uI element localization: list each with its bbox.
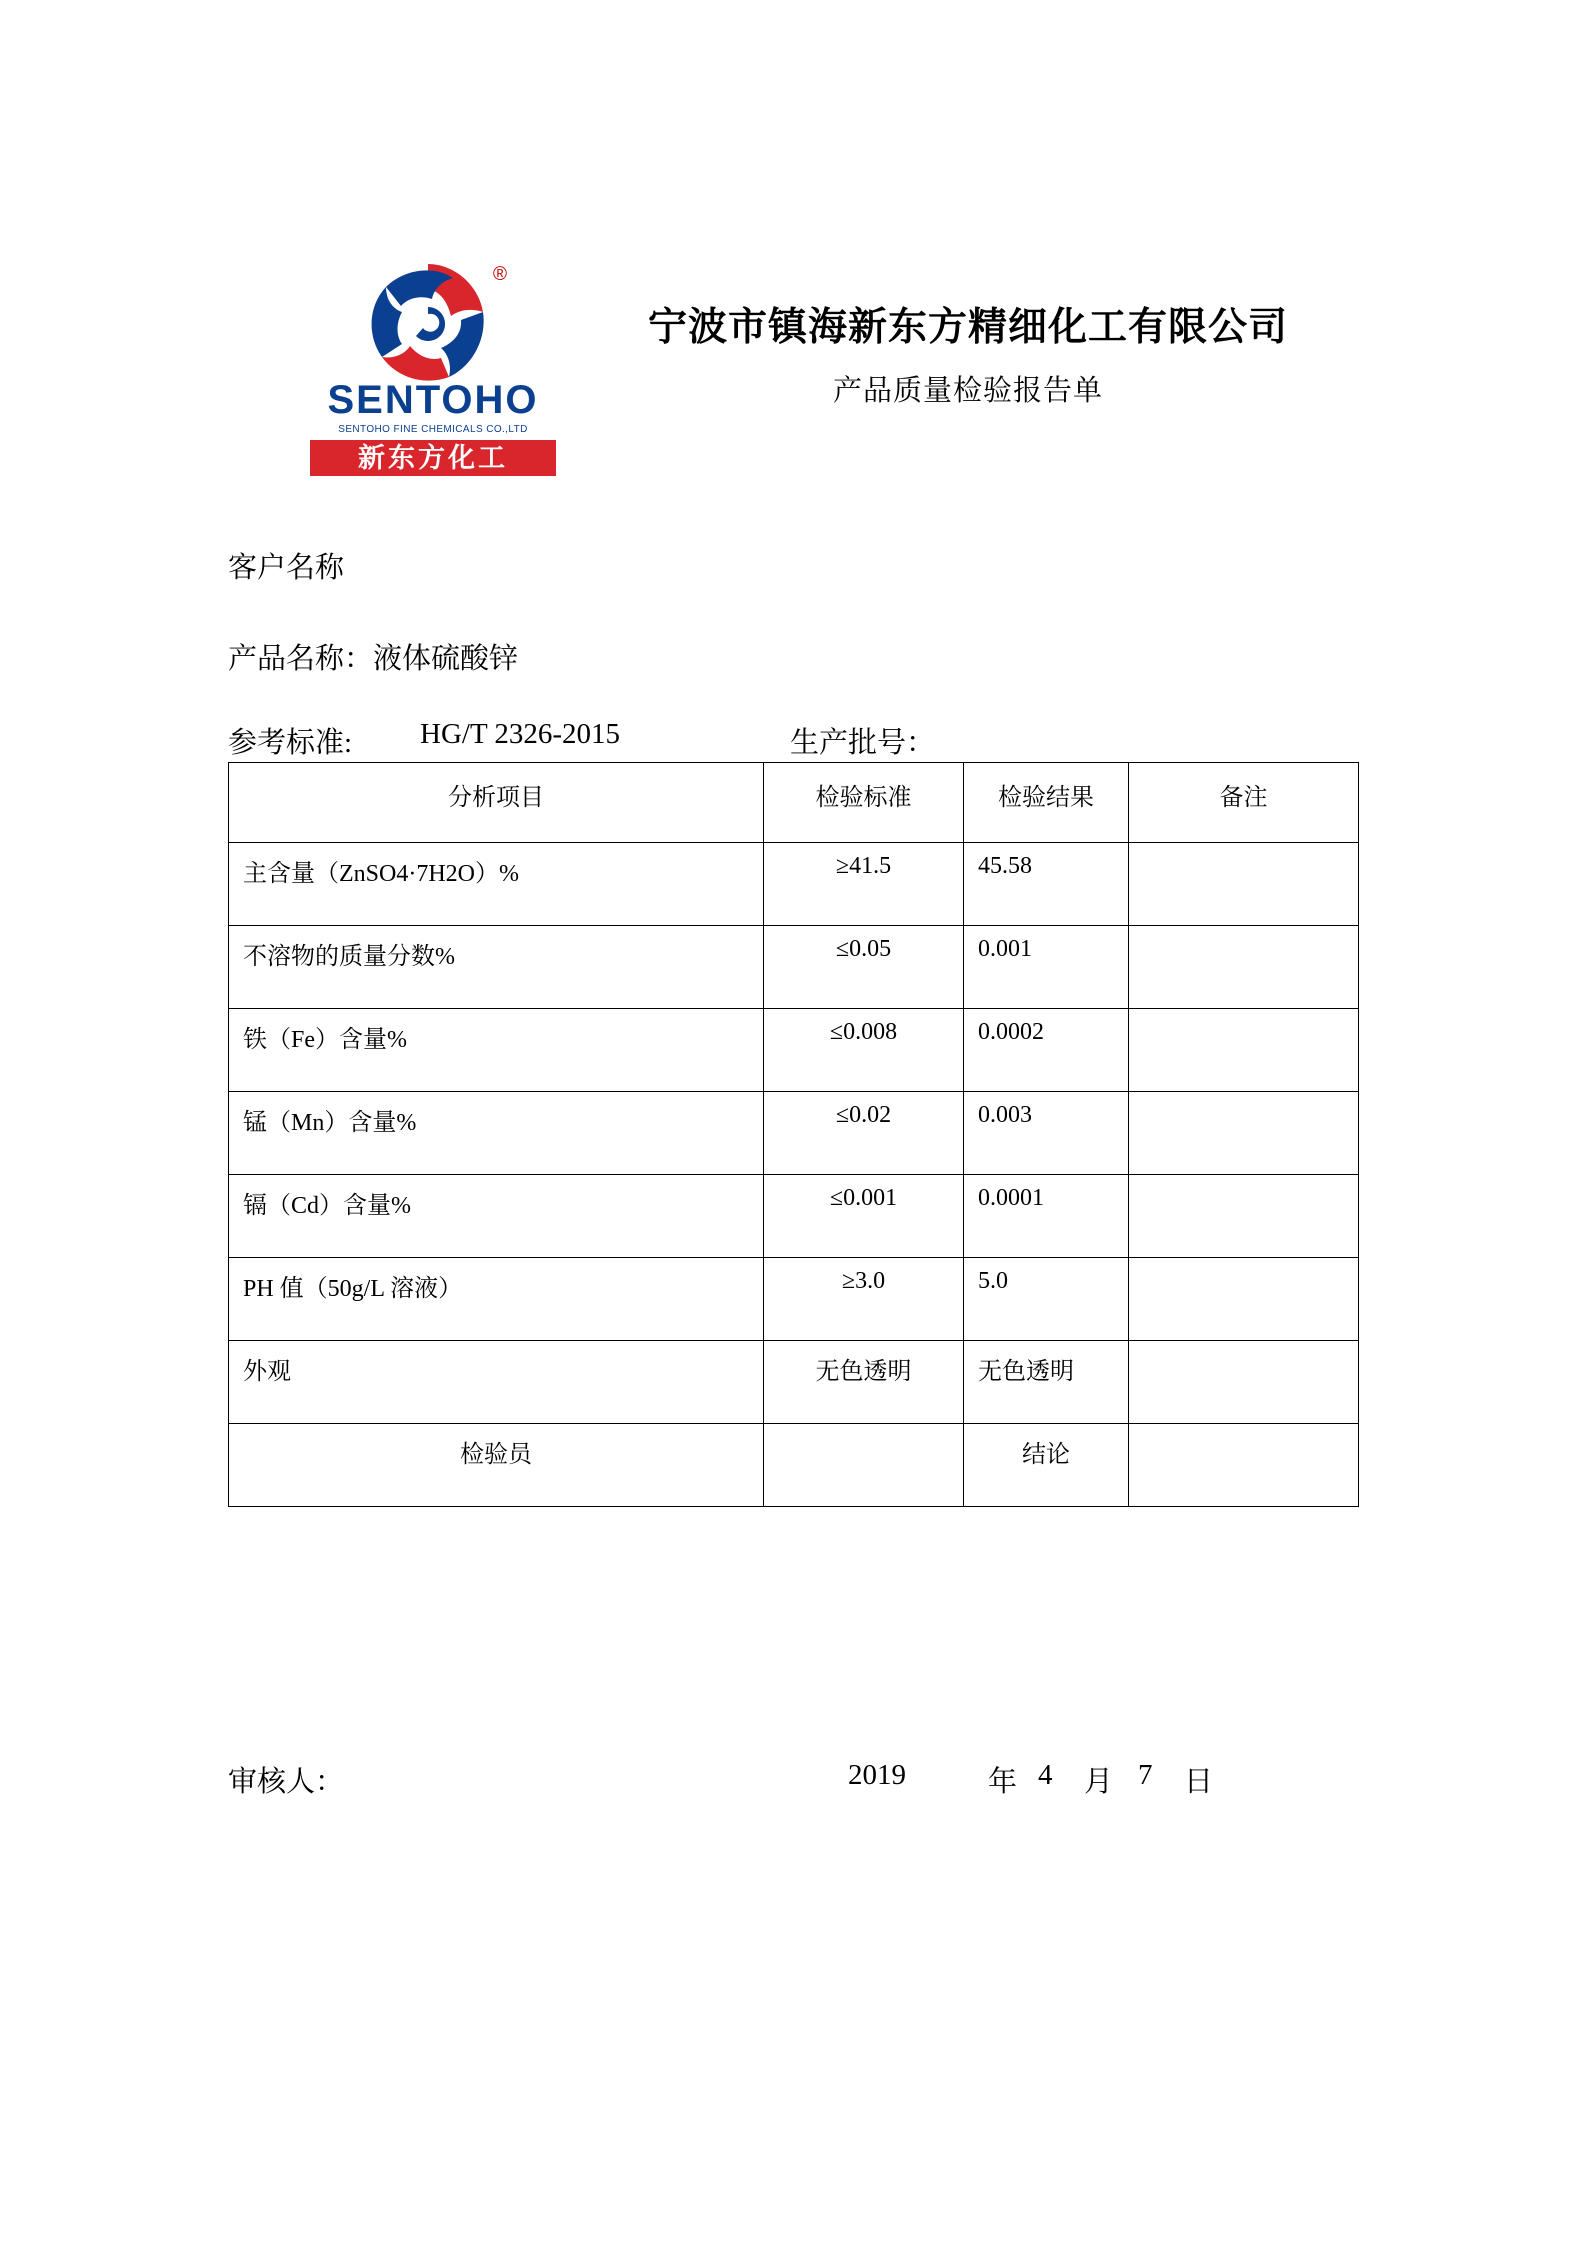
table-footer-row — [229, 1424, 1359, 1507]
header-analysis-item: 分析项目 — [229, 763, 764, 843]
cell-result: 0.003 — [964, 1092, 1129, 1175]
cell-result: 45.58 — [964, 843, 1129, 926]
product-name-label: 产品名称： — [228, 643, 374, 675]
cell-standard: ≤0.001 — [764, 1175, 964, 1258]
table-header-row — [229, 763, 1359, 843]
table-row — [229, 1341, 1359, 1424]
cell-standard: ≤0.008 — [764, 1009, 964, 1092]
cell-remark — [1129, 1092, 1359, 1175]
inspector-value[interactable] — [764, 1424, 964, 1507]
cell-result: 5.0 — [964, 1258, 1129, 1341]
table-row — [229, 926, 1359, 1009]
cell-standard: ≤0.02 — [764, 1092, 964, 1175]
reviewer-label: 审核人： — [228, 1766, 345, 1798]
table-row — [229, 843, 1359, 926]
product-name-row — [228, 636, 518, 677]
company-logo — [288, 258, 578, 473]
table-row — [229, 1175, 1359, 1258]
cell-remark — [1129, 1341, 1359, 1424]
registered-trademark-icon: ® — [493, 264, 507, 285]
table-row — [229, 1258, 1359, 1341]
cell-remark — [1129, 926, 1359, 1009]
cell-standard: ≥41.5 — [764, 843, 964, 926]
date-year: 2019 — [848, 1759, 906, 1791]
cell-item: 不溶物的质量分数% — [229, 926, 764, 1009]
date-month: 4 — [1038, 1759, 1053, 1791]
company-title: 宁波市镇海新东方精细化工有限公司 — [647, 306, 1288, 349]
cell-standard: ≥3.0 — [764, 1258, 964, 1341]
logo-wordmark: SENTOHO — [327, 378, 539, 422]
date-day: 7 — [1138, 1759, 1153, 1791]
header-remark: 备注 — [1129, 763, 1359, 843]
date-day-unit: 日 — [1184, 1766, 1214, 1798]
customer-name-label: 客户名称 — [228, 552, 345, 584]
cell-remark — [1129, 843, 1359, 926]
table-row — [229, 1092, 1359, 1175]
header-inspection-result: 检验结果 — [964, 763, 1129, 843]
cell-result: 0.001 — [964, 926, 1129, 1009]
cell-item: 镉（Cd）含量% — [229, 1175, 764, 1258]
inspection-table — [228, 762, 1359, 1507]
cell-standard: 无色透明 — [764, 1341, 964, 1424]
logo-subtext: SENTOHO FINE CHEMICALS CO.,LTD — [338, 424, 528, 435]
date-month-unit: 月 — [1084, 1766, 1114, 1798]
cell-result: 无色透明 — [964, 1341, 1129, 1424]
cell-item: PH 值（50g/L 溶液） — [229, 1258, 764, 1341]
conclusion-value[interactable] — [1129, 1424, 1359, 1507]
cell-remark — [1129, 1009, 1359, 1092]
reference-standard-label: 参考标准: — [228, 727, 353, 759]
cell-result: 0.0002 — [964, 1009, 1129, 1092]
document-header — [228, 258, 1388, 473]
cell-remark — [1129, 1258, 1359, 1341]
logo-chinese-name: 新东方化工 — [310, 440, 556, 476]
cell-remark — [1129, 1175, 1359, 1258]
table-row — [229, 1009, 1359, 1092]
logo-chinese-banner — [310, 440, 556, 476]
reference-standard-value: HG/T 2326-2015 — [420, 718, 621, 750]
cell-standard: ≤0.05 — [764, 926, 964, 1009]
header-inspection-standard: 检验标准 — [764, 763, 964, 843]
batch-number-label: 生产批号： — [790, 727, 936, 759]
cell-item: 铁（Fe）含量% — [229, 1009, 764, 1092]
cell-result: 0.0001 — [964, 1175, 1129, 1258]
date-year-unit: 年 — [988, 1766, 1018, 1798]
conclusion-label: 结论 — [964, 1424, 1129, 1507]
product-name-value: 液体硫酸锌 — [373, 643, 519, 675]
cell-item: 锰（Mn）含量% — [229, 1092, 764, 1175]
signature-date-row — [228, 1759, 1358, 1799]
cell-item: 主含量（ZnSO4·7H2O）% — [229, 843, 764, 926]
sentoho-emblem-icon — [363, 258, 493, 388]
cell-item: 外观 — [229, 1341, 764, 1424]
document-subtitle: 产品质量检验报告单 — [832, 375, 1103, 407]
inspector-label: 检验员 — [229, 1424, 764, 1507]
